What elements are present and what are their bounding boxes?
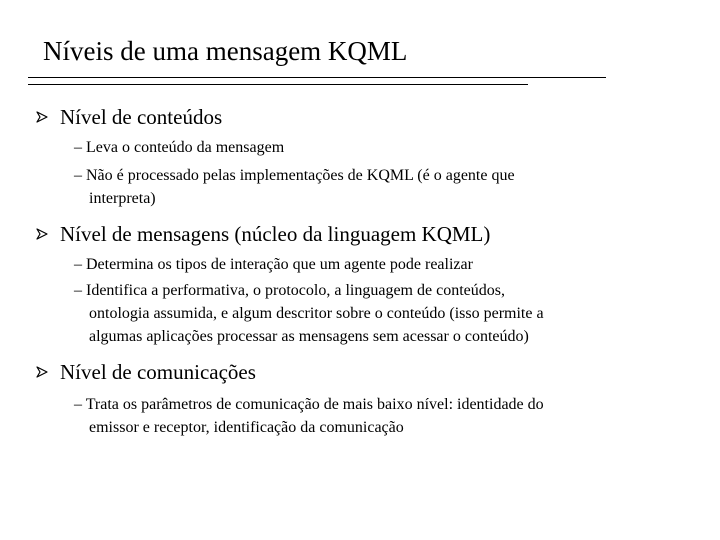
arrowhead-bullet-icon xyxy=(36,111,48,123)
sub-item xyxy=(74,279,674,348)
sub-item-line: ontologia assumida, e algum descritor sobre o conteúdo (isso permite a xyxy=(89,305,544,322)
title-divider-top xyxy=(28,77,606,78)
sub-item xyxy=(74,393,674,439)
section-heading xyxy=(36,220,490,248)
sub-item-line: – Leva o conteúdo da mensagem xyxy=(74,139,285,156)
section-heading xyxy=(36,103,222,131)
arrowhead-bullet-icon xyxy=(36,228,48,240)
section-heading-text: Nível de conteúdos xyxy=(60,105,223,129)
sub-item xyxy=(74,136,674,159)
sub-item-line: algumas aplicações processar as mensagens sem acessar o conteúdo) xyxy=(89,328,529,345)
section-heading-text: Nível de comunicações xyxy=(60,360,256,384)
sub-item xyxy=(74,253,674,276)
arrowhead-bullet-icon xyxy=(36,366,48,378)
sub-item-line: interpreta) xyxy=(89,190,156,207)
sub-item-line: – Identifica a performativa, o protocolo, a linguagem de conteúdos, xyxy=(74,282,505,299)
section-heading xyxy=(36,358,256,386)
sub-item-line: – Não é processado pelas implementações de KQML (é o agente que xyxy=(74,167,515,184)
title-divider-bottom xyxy=(28,84,528,85)
sub-item-line: emissor e receptor, identificação da comunicação xyxy=(89,419,404,436)
sub-item-line: – Trata os parâmetros de comunicação de mais baixo nível: identidade do xyxy=(74,396,544,413)
sub-item xyxy=(74,164,674,210)
slide-title: Níveis de uma mensagem KQML xyxy=(43,36,408,66)
section-heading-text: Nível de mensagens (núcleo da linguagem KQML) xyxy=(60,222,491,246)
sub-item-line: – Determina os tipos de interação que um agente pode realizar xyxy=(74,256,473,273)
